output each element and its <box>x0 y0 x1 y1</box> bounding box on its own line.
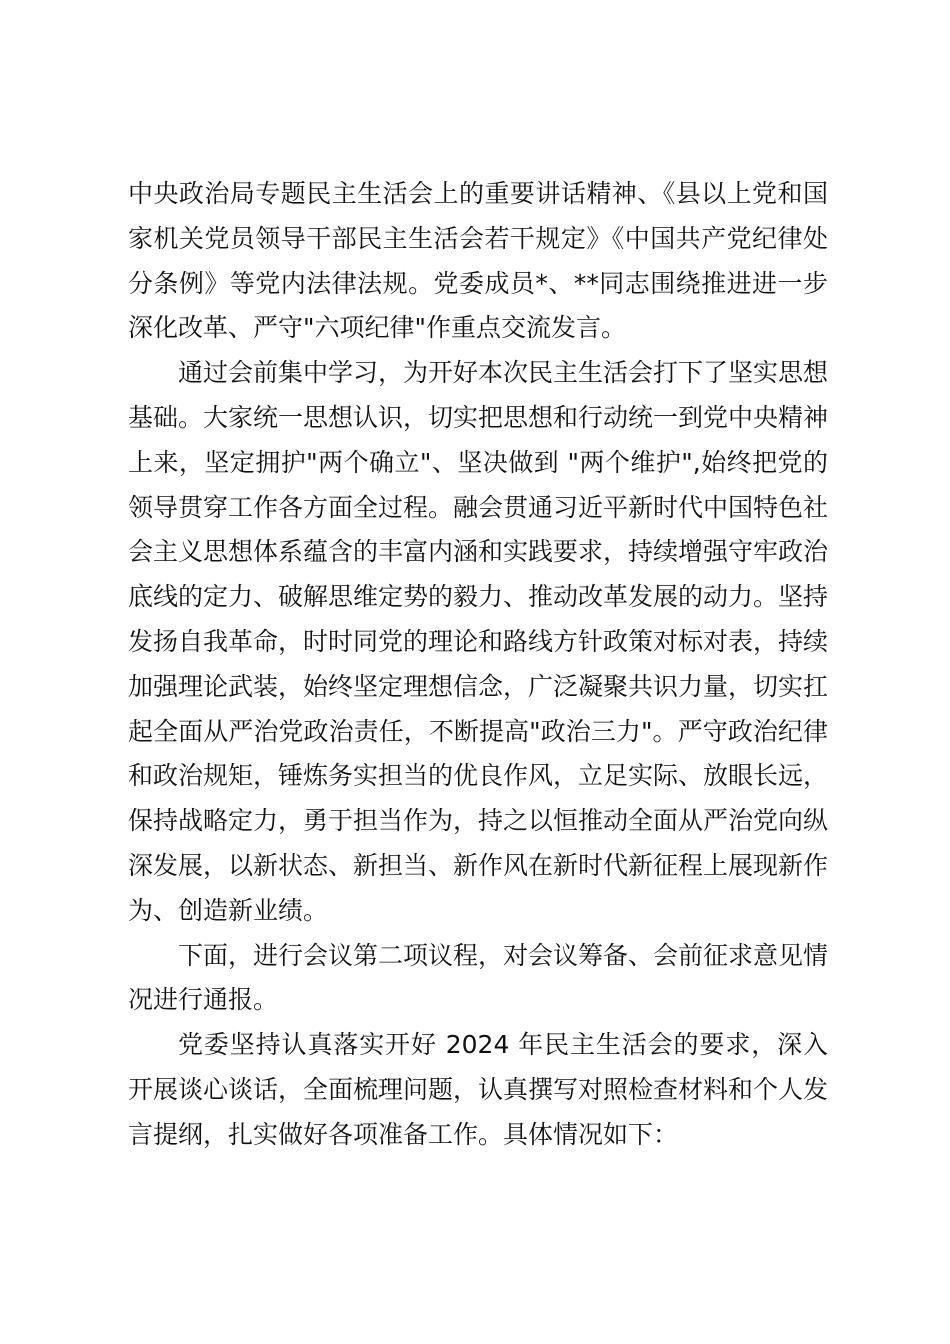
paragraph-4: 党委坚持认真落实开好 2024 年民主生活会的要求，深入开展谈心谈话，全面梳理问题，认真撰写对照检查材料和个人发言提纲，扎实做好各项准备工作。具体情况如下： <box>128 1030 829 1149</box>
paragraph-1: 中央政治局专题民主生活会上的重要讲话精神、《县以上党和国家机关党员领导干部民主生活会若干规定》《中国共产党纪律处分条例》等党内法律法规。党委成员*、**同志围绕推进进一步深化改革、严守"六项纪律"作重点交流发言。 <box>128 179 828 343</box>
document-body <box>128 172 828 1158</box>
paragraph-3: 下面，进行会议第二项议程，对会议筹备、会前征求意见情况进行通报。 <box>128 940 829 1015</box>
paragraph-2: 通过会前集中学习，为开好本次民主生活会打下了坚实思想基础。大家统一思想认识，切实把思想和行动统一到党中央精神上来，坚定拥护"两个确立"、坚决做到 "两个维护",始终把党的领导贯穿工作各方面全过程。融会贯通习近平新时代中国特色社会主义思想体系蕴含的丰富内涵和实践要求，持续增强守牢政治底线的定力、破解思维定势的毅力、推动改革发展的动力。坚持发扬自我革命，时时同党的理论和路线方针政策对标对表，持续加强理论武装，始终坚定理想信念，广泛凝聚共识力量，切实扛起全面从严治党政治责任，不断提高"政治三力"。严守政治纪律和政治规矩，锤炼务实担当的优良作风，立足实际、放眼长远，保持战略定力，勇于担当作为，持之以恒推动全面从严治党向纵深发展，以新状态、新担当、新作风在新时代新征程上展现新作为、创造新业绩。 <box>128 358 829 925</box>
